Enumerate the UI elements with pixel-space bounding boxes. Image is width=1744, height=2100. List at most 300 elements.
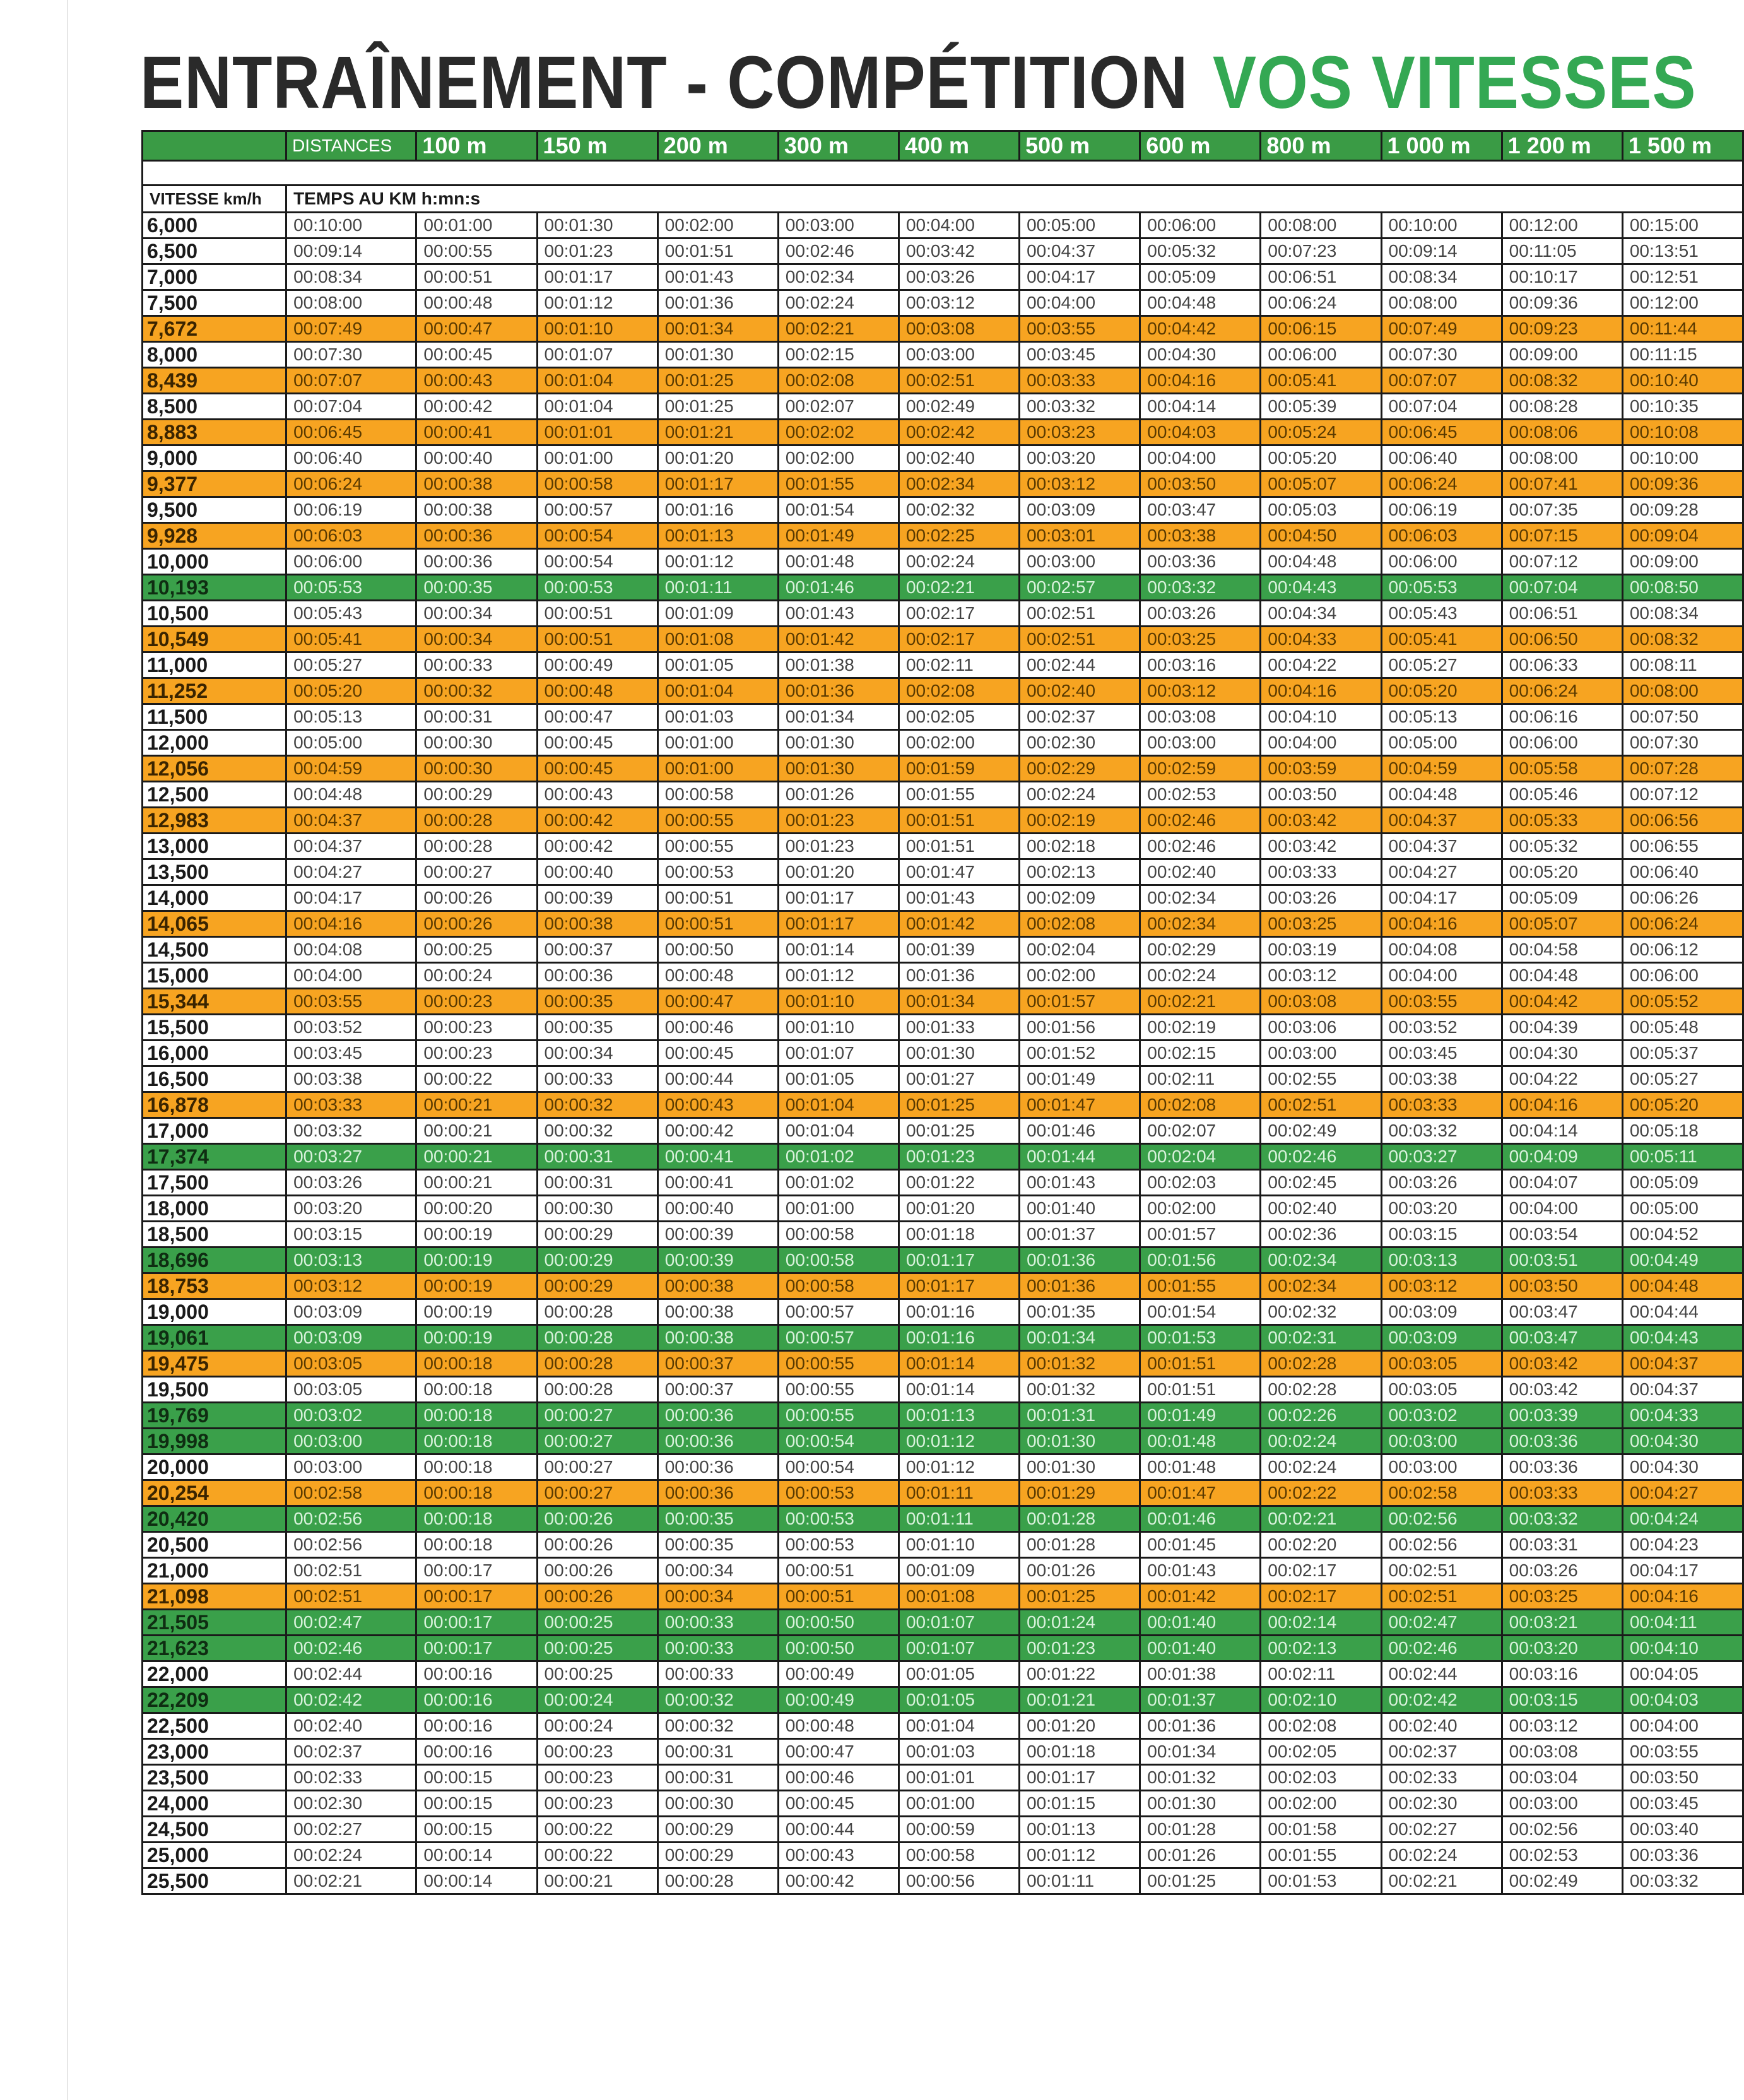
time-per-km-cell: 00:02:40 <box>286 1713 416 1739</box>
time-cell: 00:01:05 <box>899 1661 1019 1687</box>
time-per-km-cell: 00:04:17 <box>286 885 416 911</box>
table-row <box>143 627 1743 652</box>
time-cell: 00:02:08 <box>1020 911 1140 937</box>
speed-cell: 22,000 <box>143 1661 286 1687</box>
time-cell: 00:05:27 <box>1381 652 1502 678</box>
time-cell: 00:02:09 <box>1020 885 1140 911</box>
time-cell: 00:01:05 <box>778 1066 899 1092</box>
time-cell: 00:11:05 <box>1502 239 1622 264</box>
time-cell: 00:02:46 <box>1140 808 1261 834</box>
time-cell: 00:03:26 <box>1502 1558 1622 1584</box>
time-cell: 00:02:17 <box>899 627 1019 652</box>
time-per-km-cell: 00:06:19 <box>286 497 416 523</box>
time-cell: 00:04:16 <box>1261 678 1381 704</box>
time-cell: 00:04:42 <box>1502 989 1622 1015</box>
time-cell: 00:00:42 <box>657 1118 778 1144</box>
time-cell: 00:01:17 <box>537 264 657 290</box>
speed-cell: 15,000 <box>143 963 286 989</box>
time-cell: 00:00:57 <box>537 497 657 523</box>
table-row <box>143 290 1743 316</box>
time-cell: 00:01:01 <box>899 1765 1019 1791</box>
time-cell: 00:01:44 <box>1020 1144 1140 1170</box>
table-row <box>143 1325 1743 1351</box>
time-cell: 00:03:16 <box>1502 1661 1622 1687</box>
time-cell: 00:00:47 <box>657 989 778 1015</box>
time-cell: 00:05:03 <box>1261 497 1381 523</box>
time-cell: 00:06:40 <box>1622 859 1743 885</box>
time-cell: 00:12:00 <box>1622 290 1743 316</box>
time-cell: 00:01:27 <box>899 1066 1019 1092</box>
time-cell: 00:02:37 <box>1381 1739 1502 1765</box>
distances-label: DISTANCES <box>286 131 416 161</box>
time-cell: 00:04:33 <box>1622 1403 1743 1429</box>
time-cell: 00:00:53 <box>537 575 657 601</box>
time-cell: 00:00:58 <box>778 1222 899 1248</box>
speed-cell: 15,500 <box>143 1015 286 1041</box>
time-cell: 00:03:33 <box>1381 1092 1502 1118</box>
time-cell: 00:00:24 <box>537 1687 657 1713</box>
speed-cell: 12,500 <box>143 782 286 808</box>
time-cell: 00:02:17 <box>1261 1584 1381 1610</box>
time-cell: 00:02:24 <box>1381 1843 1502 1868</box>
table-row <box>143 756 1743 782</box>
time-cell: 00:07:12 <box>1502 549 1622 575</box>
speed-cell: 19,000 <box>143 1299 286 1325</box>
time-per-km-cell: 00:03:33 <box>286 1092 416 1118</box>
table-row <box>143 1015 1743 1041</box>
time-cell: 00:00:50 <box>778 1636 899 1661</box>
time-cell: 00:02:32 <box>899 497 1019 523</box>
time-cell: 00:02:40 <box>1261 1196 1381 1222</box>
time-cell: 00:00:35 <box>657 1506 778 1532</box>
time-cell: 00:00:18 <box>416 1351 537 1377</box>
time-per-km-cell: 00:02:24 <box>286 1843 416 1868</box>
time-cell: 00:02:28 <box>1261 1351 1381 1377</box>
time-cell: 00:03:47 <box>1140 497 1261 523</box>
time-cell: 00:00:25 <box>537 1661 657 1687</box>
time-cell: 00:01:12 <box>899 1429 1019 1454</box>
time-cell: 00:04:44 <box>1622 1299 1743 1325</box>
table-row <box>143 1144 1743 1170</box>
time-cell: 00:04:00 <box>1381 963 1502 989</box>
time-cell: 00:04:37 <box>1622 1377 1743 1403</box>
time-cell: 00:00:55 <box>416 239 537 264</box>
time-cell: 00:01:07 <box>899 1636 1019 1661</box>
table-row <box>143 264 1743 290</box>
speed-cell: 9,377 <box>143 471 286 497</box>
time-cell: 00:13:51 <box>1622 239 1743 264</box>
time-per-km-cell: 00:02:58 <box>286 1480 416 1506</box>
table-row <box>143 1403 1743 1429</box>
time-cell: 00:02:51 <box>1381 1584 1502 1610</box>
time-cell: 00:02:03 <box>1140 1170 1261 1196</box>
time-cell: 00:03:33 <box>1502 1480 1622 1506</box>
time-per-km-cell: 00:02:56 <box>286 1532 416 1558</box>
time-cell: 00:01:40 <box>1140 1636 1261 1661</box>
time-cell: 00:02:34 <box>1261 1273 1381 1299</box>
time-cell: 00:01:20 <box>1020 1713 1140 1739</box>
time-cell: 00:00:33 <box>657 1661 778 1687</box>
time-cell: 00:01:28 <box>1140 1817 1261 1843</box>
time-cell: 00:03:31 <box>1502 1532 1622 1558</box>
time-cell: 00:09:28 <box>1622 497 1743 523</box>
time-cell: 00:00:28 <box>537 1299 657 1325</box>
time-cell: 00:01:17 <box>899 1248 1019 1273</box>
time-cell: 00:01:30 <box>1140 1791 1261 1817</box>
time-cell: 00:02:46 <box>1140 834 1261 859</box>
time-cell: 00:01:55 <box>1140 1273 1261 1299</box>
time-cell: 00:02:36 <box>1261 1222 1381 1248</box>
time-cell: 00:01:42 <box>899 911 1019 937</box>
time-cell: 00:06:26 <box>1622 885 1743 911</box>
time-cell: 00:04:07 <box>1502 1170 1622 1196</box>
time-cell: 00:00:43 <box>778 1843 899 1868</box>
time-cell: 00:01:00 <box>657 756 778 782</box>
distance-header-cell: 400 m <box>899 131 1019 161</box>
speed-cell: 21,000 <box>143 1558 286 1584</box>
time-cell: 00:01:32 <box>1020 1377 1140 1403</box>
time-cell: 00:01:23 <box>778 834 899 859</box>
time-cell: 00:10:08 <box>1622 420 1743 445</box>
time-cell: 00:05:41 <box>1261 368 1381 394</box>
time-cell: 00:00:45 <box>416 342 537 368</box>
time-cell: 00:03:47 <box>1502 1325 1622 1351</box>
time-cell: 00:01:54 <box>1140 1299 1261 1325</box>
time-cell: 00:02:29 <box>1020 756 1140 782</box>
table-row <box>143 1066 1743 1092</box>
speed-cell: 7,672 <box>143 316 286 342</box>
time-cell: 00:01:30 <box>1020 1454 1140 1480</box>
time-cell: 00:00:14 <box>416 1843 537 1868</box>
time-cell: 00:01:34 <box>1140 1739 1261 1765</box>
time-cell: 00:00:23 <box>537 1739 657 1765</box>
time-cell: 00:00:20 <box>416 1196 537 1222</box>
time-cell: 00:03:00 <box>1502 1791 1622 1817</box>
time-cell: 00:05:11 <box>1622 1144 1743 1170</box>
time-cell: 00:07:35 <box>1502 497 1622 523</box>
speed-cell: 20,254 <box>143 1480 286 1506</box>
time-cell: 00:02:34 <box>778 264 899 290</box>
time-cell: 00:03:08 <box>1261 989 1381 1015</box>
time-cell: 00:07:04 <box>1502 575 1622 601</box>
time-per-km-cell: 00:05:53 <box>286 575 416 601</box>
time-cell: 00:04:14 <box>1140 394 1261 420</box>
time-cell: 00:00:44 <box>778 1817 899 1843</box>
time-cell: 00:01:14 <box>899 1351 1019 1377</box>
time-cell: 00:00:17 <box>416 1636 537 1661</box>
time-cell: 00:06:00 <box>1261 342 1381 368</box>
time-cell: 00:01:00 <box>416 213 537 239</box>
time-cell: 00:00:50 <box>778 1610 899 1636</box>
time-cell: 00:06:51 <box>1502 601 1622 627</box>
speed-cell: 14,000 <box>143 885 286 911</box>
time-cell: 00:00:42 <box>416 394 537 420</box>
time-cell: 00:00:55 <box>778 1377 899 1403</box>
time-cell: 00:09:36 <box>1622 471 1743 497</box>
time-cell: 00:01:43 <box>1020 1170 1140 1196</box>
time-cell: 00:01:52 <box>1020 1041 1140 1066</box>
time-cell: 00:00:47 <box>416 316 537 342</box>
time-cell: 00:03:19 <box>1261 937 1381 963</box>
speed-cell: 12,000 <box>143 730 286 756</box>
speed-cell: 25,500 <box>143 1868 286 1894</box>
time-cell: 00:01:48 <box>1140 1429 1261 1454</box>
time-cell: 00:00:28 <box>537 1377 657 1403</box>
time-cell: 00:03:32 <box>1140 575 1261 601</box>
time-cell: 00:00:22 <box>537 1817 657 1843</box>
table-row <box>143 652 1743 678</box>
time-cell: 00:04:48 <box>1622 1273 1743 1299</box>
time-cell: 00:00:19 <box>416 1273 537 1299</box>
time-cell: 00:00:51 <box>778 1584 899 1610</box>
time-cell: 00:00:48 <box>657 963 778 989</box>
time-cell: 00:00:30 <box>416 756 537 782</box>
time-cell: 00:01:33 <box>899 1015 1019 1041</box>
time-cell: 00:03:45 <box>1622 1791 1743 1817</box>
time-cell: 00:03:08 <box>1140 704 1261 730</box>
time-cell: 00:02:04 <box>1020 937 1140 963</box>
time-cell: 00:01:11 <box>657 575 778 601</box>
speed-cell: 25,000 <box>143 1843 286 1868</box>
time-cell: 00:00:51 <box>778 1558 899 1584</box>
time-cell: 00:01:12 <box>657 549 778 575</box>
time-cell: 00:01:09 <box>899 1558 1019 1584</box>
speed-cell: 8,883 <box>143 420 286 445</box>
time-cell: 00:03:32 <box>1502 1506 1622 1532</box>
time-cell: 00:03:05 <box>1381 1377 1502 1403</box>
speed-cell: 17,500 <box>143 1170 286 1196</box>
time-cell: 00:00:29 <box>657 1843 778 1868</box>
time-cell: 00:04:00 <box>1622 1713 1743 1739</box>
time-cell: 00:01:43 <box>899 885 1019 911</box>
time-cell: 00:01:25 <box>899 1092 1019 1118</box>
time-cell: 00:03:08 <box>899 316 1019 342</box>
time-cell: 00:02:51 <box>1020 627 1140 652</box>
time-per-km-cell: 00:02:46 <box>286 1636 416 1661</box>
time-cell: 00:01:29 <box>1020 1480 1140 1506</box>
distance-header-cell: 100 m <box>416 131 537 161</box>
time-per-km-cell: 00:07:30 <box>286 342 416 368</box>
time-cell: 00:00:38 <box>416 471 537 497</box>
time-cell: 00:01:28 <box>1020 1506 1140 1532</box>
time-cell: 00:00:36 <box>657 1429 778 1454</box>
time-cell: 00:06:12 <box>1622 937 1743 963</box>
time-cell: 00:02:07 <box>778 394 899 420</box>
time-cell: 00:04:30 <box>1140 342 1261 368</box>
time-cell: 00:03:23 <box>1020 420 1140 445</box>
speed-table <box>141 130 1744 1895</box>
time-cell: 00:00:58 <box>778 1273 899 1299</box>
time-cell: 00:02:49 <box>899 394 1019 420</box>
table-row <box>143 1299 1743 1325</box>
time-cell: 00:00:30 <box>416 730 537 756</box>
page-title <box>140 35 1697 130</box>
time-cell: 00:01:02 <box>778 1170 899 1196</box>
time-cell: 00:01:04 <box>537 394 657 420</box>
time-cell: 00:06:56 <box>1622 808 1743 834</box>
time-cell: 00:00:55 <box>778 1351 899 1377</box>
time-cell: 00:00:45 <box>778 1791 899 1817</box>
time-cell: 00:00:35 <box>657 1532 778 1558</box>
time-cell: 00:00:48 <box>778 1713 899 1739</box>
time-cell: 00:02:25 <box>899 523 1019 549</box>
time-cell: 00:04:03 <box>1140 420 1261 445</box>
time-cell: 00:06:45 <box>1381 420 1502 445</box>
time-cell: 00:04:05 <box>1622 1661 1743 1687</box>
time-cell: 00:01:53 <box>1261 1868 1381 1894</box>
time-cell: 00:01:12 <box>1020 1843 1140 1868</box>
time-cell: 00:00:45 <box>537 756 657 782</box>
time-cell: 00:02:11 <box>899 652 1019 678</box>
time-per-km-cell: 00:02:51 <box>286 1558 416 1584</box>
time-cell: 00:03:50 <box>1140 471 1261 497</box>
time-cell: 00:01:04 <box>537 368 657 394</box>
time-cell: 00:03:16 <box>1140 652 1261 678</box>
time-cell: 00:06:00 <box>1381 549 1502 575</box>
time-cell: 00:02:24 <box>778 290 899 316</box>
time-cell: 00:02:21 <box>1140 989 1261 1015</box>
time-cell: 00:03:55 <box>1622 1739 1743 1765</box>
time-cell: 00:01:11 <box>899 1506 1019 1532</box>
time-cell: 00:01:36 <box>1140 1713 1261 1739</box>
time-cell: 00:02:21 <box>778 316 899 342</box>
time-cell: 00:00:21 <box>416 1170 537 1196</box>
time-cell: 00:00:44 <box>657 1066 778 1092</box>
time-cell: 00:00:37 <box>537 937 657 963</box>
time-cell: 00:01:40 <box>1140 1610 1261 1636</box>
time-cell: 00:05:09 <box>1622 1170 1743 1196</box>
time-cell: 00:03:12 <box>1140 678 1261 704</box>
speed-cell: 18,000 <box>143 1196 286 1222</box>
time-cell: 00:04:42 <box>1140 316 1261 342</box>
time-cell: 00:00:21 <box>416 1144 537 1170</box>
time-cell: 00:01:00 <box>778 1196 899 1222</box>
time-cell: 00:02:19 <box>1020 808 1140 834</box>
time-cell: 00:02:24 <box>1020 782 1140 808</box>
time-cell: 00:00:26 <box>537 1506 657 1532</box>
time-cell: 00:00:21 <box>416 1118 537 1144</box>
time-cell: 00:02:40 <box>899 445 1019 471</box>
time-per-km-cell: 00:07:07 <box>286 368 416 394</box>
time-cell: 00:00:31 <box>537 1144 657 1170</box>
time-cell: 00:04:49 <box>1622 1248 1743 1273</box>
time-cell: 00:04:11 <box>1622 1610 1743 1636</box>
time-cell: 00:01:20 <box>778 859 899 885</box>
time-cell: 00:02:51 <box>899 368 1019 394</box>
time-cell: 00:00:49 <box>778 1661 899 1687</box>
time-cell: 00:03:45 <box>1020 342 1140 368</box>
speed-cell: 6,000 <box>143 213 286 239</box>
speed-cell: 10,000 <box>143 549 286 575</box>
time-cell: 00:02:30 <box>1381 1791 1502 1817</box>
time-cell: 00:01:00 <box>537 445 657 471</box>
time-cell: 00:06:40 <box>1381 445 1502 471</box>
time-cell: 00:02:51 <box>1020 601 1140 627</box>
time-cell: 00:04:17 <box>1020 264 1140 290</box>
time-cell: 00:03:26 <box>1140 601 1261 627</box>
time-cell: 00:01:36 <box>899 963 1019 989</box>
time-cell: 00:04:34 <box>1261 601 1381 627</box>
time-cell: 00:00:18 <box>416 1506 537 1532</box>
time-cell: 00:01:20 <box>899 1196 1019 1222</box>
time-cell: 00:01:37 <box>1020 1222 1140 1248</box>
time-cell: 00:03:32 <box>1622 1868 1743 1894</box>
time-cell: 00:00:38 <box>657 1325 778 1351</box>
time-cell: 00:02:49 <box>1502 1868 1622 1894</box>
time-cell: 00:00:54 <box>778 1454 899 1480</box>
time-cell: 00:01:30 <box>899 1041 1019 1066</box>
time-cell: 00:02:30 <box>1020 730 1140 756</box>
time-cell: 00:05:00 <box>1020 213 1140 239</box>
table-row <box>143 445 1743 471</box>
time-cell: 00:01:17 <box>778 885 899 911</box>
table-row <box>143 885 1743 911</box>
time-cell: 00:02:24 <box>1140 963 1261 989</box>
time-cell: 00:01:56 <box>1020 1015 1140 1041</box>
table-body <box>143 131 1743 1894</box>
time-cell: 00:01:08 <box>657 627 778 652</box>
time-cell: 00:08:50 <box>1622 575 1743 601</box>
time-cell: 00:00:16 <box>416 1687 537 1713</box>
time-cell: 00:00:47 <box>537 704 657 730</box>
time-cell: 00:01:40 <box>1020 1196 1140 1222</box>
time-cell: 00:00:43 <box>657 1092 778 1118</box>
time-cell: 00:00:51 <box>657 911 778 937</box>
time-cell: 00:04:00 <box>899 213 1019 239</box>
time-cell: 00:06:24 <box>1261 290 1381 316</box>
time-cell: 00:01:55 <box>899 782 1019 808</box>
time-cell: 00:00:24 <box>537 1713 657 1739</box>
time-cell: 00:03:01 <box>1020 523 1140 549</box>
time-cell: 00:06:00 <box>1140 213 1261 239</box>
time-cell: 00:02:24 <box>1261 1429 1381 1454</box>
time-cell: 00:00:17 <box>416 1558 537 1584</box>
time-cell: 00:00:39 <box>657 1222 778 1248</box>
time-cell: 00:02:37 <box>1020 704 1140 730</box>
time-cell: 00:03:06 <box>1261 1015 1381 1041</box>
time-per-km-cell: 00:03:02 <box>286 1403 416 1429</box>
time-cell: 00:03:32 <box>1020 394 1140 420</box>
table-row <box>143 342 1743 368</box>
time-cell: 00:00:48 <box>416 290 537 316</box>
time-cell: 00:05:39 <box>1261 394 1381 420</box>
time-cell: 00:01:49 <box>1140 1403 1261 1429</box>
time-cell: 00:04:30 <box>1502 1041 1622 1066</box>
time-per-km-cell: 00:03:52 <box>286 1015 416 1041</box>
time-cell: 00:00:25 <box>537 1636 657 1661</box>
time-cell: 00:04:16 <box>1502 1092 1622 1118</box>
time-cell: 00:01:34 <box>1020 1325 1140 1351</box>
time-cell: 00:01:26 <box>1020 1558 1140 1584</box>
time-cell: 00:00:49 <box>778 1687 899 1713</box>
time-per-km-cell: 00:05:20 <box>286 678 416 704</box>
time-cell: 00:00:40 <box>657 1196 778 1222</box>
table-row <box>143 1843 1743 1868</box>
time-cell: 00:04:10 <box>1261 704 1381 730</box>
time-cell: 00:03:25 <box>1502 1584 1622 1610</box>
time-cell: 00:03:38 <box>1140 523 1261 549</box>
time-cell: 00:00:30 <box>657 1791 778 1817</box>
time-cell: 00:08:32 <box>1502 368 1622 394</box>
table-row <box>143 1118 1743 1144</box>
time-cell: 00:08:00 <box>1381 290 1502 316</box>
speed-cell: 13,500 <box>143 859 286 885</box>
distance-header-cell: 150 m <box>537 131 657 161</box>
speed-cell: 23,000 <box>143 1739 286 1765</box>
time-cell: 00:05:46 <box>1502 782 1622 808</box>
time-cell: 00:11:44 <box>1622 316 1743 342</box>
time-per-km-cell: 00:06:45 <box>286 420 416 445</box>
